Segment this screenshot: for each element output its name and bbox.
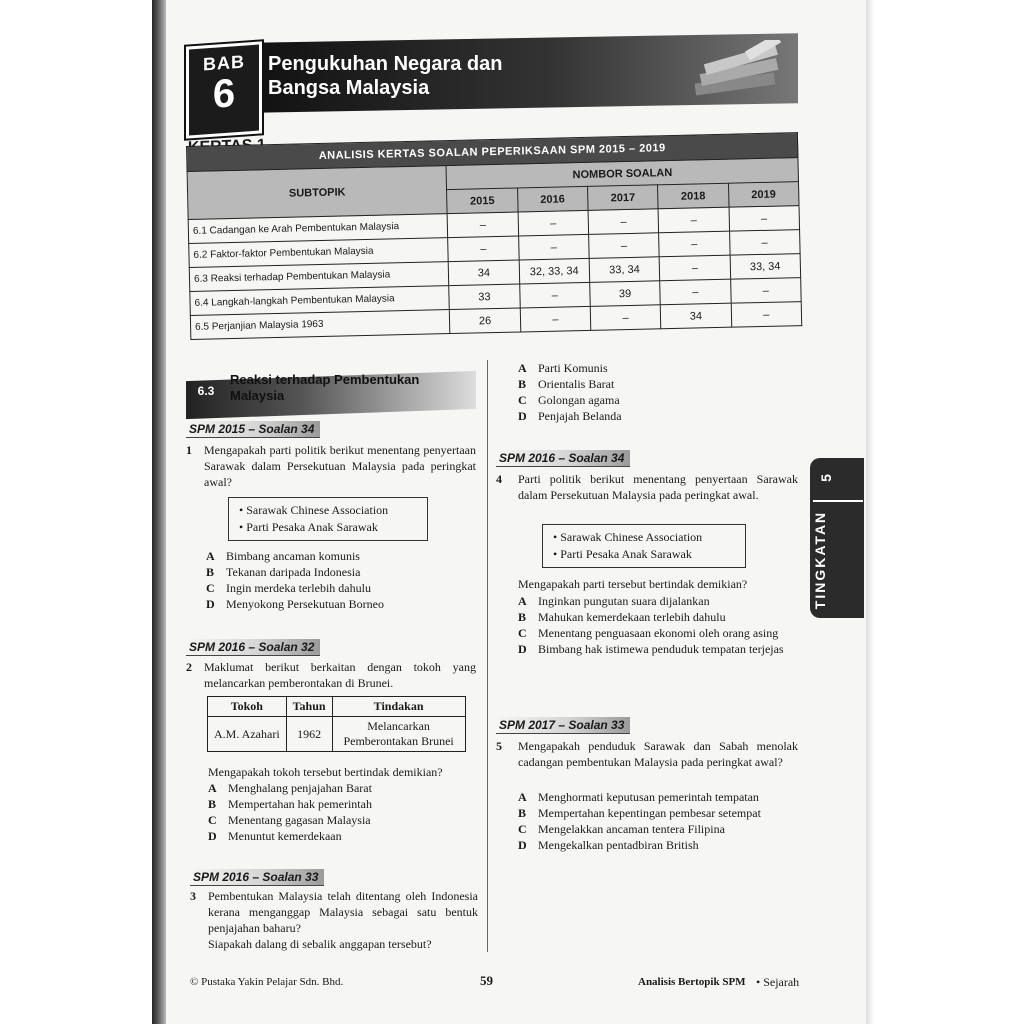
option-text: Penjajah Belanda: [538, 409, 622, 423]
page-number: 59: [480, 973, 493, 988]
question-4: [496, 471, 798, 503]
info-cell: Melancarkan Pemberontakan Brunei: [332, 717, 465, 752]
question-number: 3: [190, 889, 196, 903]
option-text: Orientalis Barat: [538, 377, 615, 391]
question-3: [190, 888, 478, 952]
chapter-badge: [186, 41, 262, 138]
value-cell: 34: [661, 303, 732, 329]
value-cell: 33, 34: [730, 254, 801, 280]
question-prompt: Siapakah dalang di sebalik anggapan tersebut?: [208, 937, 432, 951]
option-text: Bimbang ancaman komunis: [226, 549, 360, 563]
year-header: 2015: [447, 188, 518, 214]
answer-options: [208, 780, 372, 844]
info-cell: 1962: [286, 717, 332, 752]
nombor-header: NOMBOR SOALAN: [446, 158, 798, 190]
question-number: 1: [186, 443, 192, 457]
option-text: Mahukan kemerdekaan terlebih dahulu: [538, 610, 726, 624]
question-text: Mengapakah parti politik berikut menentang penyertaan Sarawak dalam Persekutuan Malaysia pada peringkat awal?: [204, 443, 476, 489]
bullet-item: • Sarawak Chinese Association: [553, 529, 735, 546]
option-letter: B: [518, 377, 527, 391]
value-cell: –: [518, 210, 589, 236]
book-binding: [0, 0, 158, 1024]
answer-option[interactable]: [518, 837, 761, 853]
answer-option[interactable]: [208, 812, 372, 828]
option-letter: D: [518, 838, 527, 852]
value-cell: –: [730, 278, 801, 304]
bullet-item: • Sarawak Chinese Association: [239, 502, 417, 519]
footer-subject: • Sejarah: [756, 975, 800, 989]
question-text: Mengapakah penduduk Sarawak dan Sabah menolak cadangan pembentukan Malaysia pada peringkat awal?: [518, 739, 798, 769]
value-cell: –: [659, 231, 730, 257]
answer-option[interactable]: [518, 609, 800, 625]
question-number: 2: [186, 660, 192, 674]
question-source-tag: SPM 2016 – Soalan 32: [186, 639, 320, 656]
info-header: Tokoh: [208, 697, 287, 717]
answer-option[interactable]: [208, 796, 372, 812]
value-cell: –: [729, 206, 800, 232]
footer-series: Analisis Bertopik SPM: [638, 976, 746, 988]
option-text: Menuntut kemerdekaan: [228, 829, 342, 843]
answer-option[interactable]: [208, 780, 372, 796]
option-text: Menghalang penjajahan Barat: [228, 781, 372, 795]
books-icon: [690, 40, 790, 100]
info-header: Tahun: [286, 697, 332, 717]
option-text: Menentang penguasaan ekonomi oleh orang asing: [538, 626, 779, 640]
option-text: Menentang gagasan Malaysia: [228, 813, 371, 827]
answer-option[interactable]: [518, 360, 622, 376]
year-header: 2017: [587, 185, 658, 211]
info-cell: A.M. Azahari: [208, 717, 287, 752]
analysis-caption: ANALISIS KERTAS SOALAN PEPERIKSAAN SPM 2015 – 2019: [187, 133, 798, 172]
value-cell: –: [448, 236, 519, 262]
value-cell: –: [660, 279, 731, 305]
option-text: Parti Komunis: [538, 361, 608, 375]
option-text: Mempertahan kepentingan pembesar setempat: [538, 806, 761, 820]
value-cell: –: [658, 207, 729, 233]
option-letter: D: [518, 642, 527, 656]
chapter-title-line1: Pengukuhan Negara dan: [268, 53, 503, 75]
answer-option[interactable]: [206, 596, 384, 612]
answer-option[interactable]: [518, 641, 800, 657]
page-gutter: [152, 0, 166, 1024]
value-cell: 33, 34: [589, 257, 660, 283]
question-text: Pembentukan Malaysia telah ditentang oleh Indonesia kerana menganggap Malaysia sebagai satu bentuk penjajahan baharu?: [208, 889, 478, 935]
question-number: 4: [496, 472, 502, 486]
question-2: [186, 659, 476, 691]
value-cell: 33: [449, 284, 520, 310]
value-cell: –: [447, 212, 518, 238]
answer-option[interactable]: [518, 392, 622, 408]
value-cell: 39: [590, 281, 661, 307]
year-header: 2018: [658, 183, 729, 209]
year-header: 2019: [728, 182, 799, 208]
info-header: Tindakan: [332, 697, 465, 717]
option-letter: B: [518, 610, 527, 624]
answer-option[interactable]: [518, 408, 622, 424]
question-text: Parti politik berikut menentang penyertaan Sarawak dalam Persekutuan Malaysia pada peringkat awal.: [518, 472, 798, 502]
option-letter: D: [206, 597, 215, 611]
option-text: Mempertahan hak pemerintah: [228, 797, 372, 811]
section-number: 6.3: [197, 384, 215, 398]
subtopic-cell: 6.2 Faktor-faktor Pembentukan Malaysia: [189, 238, 449, 268]
option-letter: C: [206, 581, 215, 595]
option-letter: C: [518, 822, 527, 836]
answer-option[interactable]: [518, 625, 800, 641]
answer-option[interactable]: [518, 789, 761, 805]
option-text: Golongan agama: [538, 393, 620, 407]
side-tab-label: TINGKATAN: [812, 510, 828, 610]
value-cell: –: [731, 302, 802, 328]
value-cell: –: [518, 234, 589, 260]
answer-option[interactable]: [206, 580, 384, 596]
question-5: [496, 738, 798, 770]
option-letter: A: [518, 594, 527, 608]
value-cell: –: [588, 209, 659, 235]
answer-options: [518, 593, 800, 657]
year-header: 2016: [517, 186, 588, 212]
option-text: Menyokong Persekutuan Borneo: [226, 597, 384, 611]
option-letter: A: [518, 361, 527, 375]
question-source-tag: SPM 2016 – Soalan 34: [496, 450, 630, 467]
option-text: Inginkan pungutan suara dijalankan: [538, 594, 710, 608]
option-letter: C: [208, 813, 217, 827]
option-text: Mengelakkan ancaman tentera Filipina: [538, 822, 725, 836]
answer-option[interactable]: [518, 821, 761, 837]
value-cell: 32, 33, 34: [519, 258, 590, 284]
chapter-title-line2: Bangsa Malaysia: [268, 77, 430, 99]
bullet-item: • Parti Pesaka Anak Sarawak: [239, 519, 417, 536]
answer-options: [206, 548, 384, 612]
footer-publisher: © Pustaka Yakin Pelajar Sdn. Bhd.: [190, 976, 344, 988]
subtopic-cell: 6.4 Langkah-langkah Pembentukan Malaysia: [190, 286, 450, 316]
option-text: Tekanan daripada Indonesia: [226, 565, 361, 579]
answer-option[interactable]: [518, 805, 761, 821]
option-text: Bimbang hak istimewa penduduk tempatan terjejas: [538, 642, 784, 656]
chapter-title: [268, 52, 598, 100]
value-cell: 34: [448, 260, 519, 286]
value-cell: –: [590, 305, 661, 331]
section-title: Reaksi terhadap Pembentukan Malaysia: [230, 372, 420, 403]
chapter-number: 6: [212, 71, 236, 117]
value-cell: –: [729, 230, 800, 256]
subtopic-cell: 6.5 Perjanjian Malaysia 1963: [190, 310, 450, 340]
option-letter: C: [518, 626, 527, 640]
analysis-table: [186, 132, 802, 340]
question-prompt: Mengapakah tokoh tersebut bertindak demikian?: [208, 765, 443, 779]
question-source-tag: SPM 2015 – Soalan 34: [186, 421, 320, 438]
question-source-tag: SPM 2017 – Soalan 33: [496, 717, 630, 734]
chapter-badge-label: BAB: [203, 51, 245, 75]
bullet-item: • Parti Pesaka Anak Sarawak: [553, 546, 735, 563]
option-letter: C: [518, 393, 527, 407]
value-cell: –: [589, 233, 660, 259]
side-tab-number: 5: [818, 474, 834, 482]
subtopic-header: SUBTOPIK: [187, 166, 447, 220]
page-right-edge: [866, 0, 874, 1024]
subtopic-cell: 6.1 Cadangan ke Arah Pembentukan Malaysia: [188, 214, 448, 244]
value-cell: –: [519, 282, 590, 308]
option-text: Mengekalkan pentadbiran British: [538, 838, 699, 852]
answer-option[interactable]: [208, 828, 372, 844]
option-letter: B: [518, 806, 527, 820]
answer-option[interactable]: [518, 376, 622, 392]
option-letter: A: [518, 790, 527, 804]
value-cell: –: [520, 306, 591, 332]
answer-option[interactable]: [206, 548, 384, 564]
info-table: [207, 696, 466, 752]
bullet-box: [228, 497, 428, 541]
option-text: Ingin merdeka terlebih dahulu: [226, 581, 371, 595]
question-text: Maklumat berikut berkaitan dengan tokoh yang melancarkan pemberontakan di Brunei.: [204, 660, 476, 690]
column-divider: [487, 360, 488, 952]
value-cell: –: [659, 255, 730, 281]
bullet-box: [542, 524, 746, 568]
question-1: [186, 442, 476, 490]
value-cell: 26: [450, 308, 521, 334]
answer-option[interactable]: [518, 593, 800, 609]
answer-options: [518, 360, 622, 424]
question-prompt: Mengapakah parti tersebut bertindak demikian?: [518, 577, 748, 591]
option-letter: D: [208, 829, 217, 843]
option-letter: B: [206, 565, 215, 579]
question-number: 5: [496, 739, 502, 753]
answer-options: [518, 789, 761, 853]
option-letter: D: [518, 409, 527, 423]
question-source-tag: SPM 2016 – Soalan 33: [190, 869, 324, 886]
option-letter: A: [206, 549, 215, 563]
option-text: Menghormati keputusan pemerintah tempatan: [538, 790, 759, 804]
subtopic-cell: 6.3 Reaksi terhadap Pembentukan Malaysia: [189, 262, 449, 292]
option-letter: A: [208, 781, 217, 795]
option-letter: B: [208, 797, 217, 811]
answer-option[interactable]: [206, 564, 384, 580]
